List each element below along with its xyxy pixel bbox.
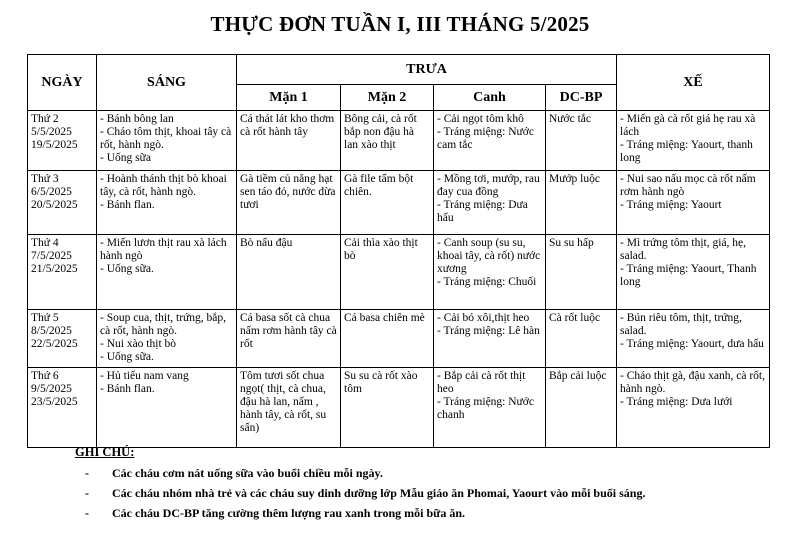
cell-text: Nước tắc bbox=[549, 113, 592, 125]
cell-dcbp bbox=[546, 310, 617, 368]
note-text: Các cháu cơm nát uống sữa vào buổi chiều mỗi ngày. bbox=[112, 466, 383, 480]
cell-text: - Cải bó xôi,thịt heo bbox=[437, 312, 530, 324]
cell-text: 22/5/2025 bbox=[31, 338, 78, 350]
cell-text: Cá thát lát kho thơm cà rốt hành tây bbox=[240, 113, 335, 138]
cell-text: 5/5/2025 bbox=[31, 126, 72, 138]
cell-canh bbox=[434, 368, 546, 448]
cell-morning bbox=[97, 310, 237, 368]
cell-day bbox=[28, 111, 97, 171]
cell-text: 23/5/2025 bbox=[31, 396, 78, 408]
table-row bbox=[28, 310, 770, 368]
header-afternoon: XẾ bbox=[617, 55, 770, 111]
cell-canh bbox=[434, 310, 546, 368]
cell-day bbox=[28, 171, 97, 235]
cell-text: Su su cà rốt xào tôm bbox=[344, 370, 418, 395]
cell-text: - Canh soup (su su, khoai tây, cà rốt) nước xương bbox=[437, 237, 541, 275]
cell-text: 7/5/2025 bbox=[31, 250, 72, 262]
cell-text: 6/5/2025 bbox=[31, 186, 72, 198]
table-row bbox=[28, 235, 770, 310]
cell-day bbox=[28, 368, 97, 448]
cell-man2 bbox=[341, 171, 434, 235]
notes-list bbox=[85, 466, 645, 521]
cell-text: - Bánh flan. bbox=[100, 199, 155, 211]
cell-canh bbox=[434, 235, 546, 310]
cell-text: Thứ 3 bbox=[31, 173, 59, 185]
cell-morning bbox=[97, 235, 237, 310]
header-morning: SÁNG bbox=[97, 55, 237, 111]
table-row bbox=[28, 111, 770, 171]
dash-icon: - bbox=[85, 466, 89, 480]
note-text: Các cháu DC-BP tăng cường thêm lượng rau xanh trong mỗi bữa ăn. bbox=[112, 506, 466, 520]
cell-day bbox=[28, 235, 97, 310]
cell-text: - Miến lươn thịt rau xà lách hành ngò bbox=[100, 237, 227, 262]
cell-afternoon bbox=[617, 235, 770, 310]
cell-text: Thứ 2 bbox=[31, 113, 59, 125]
cell-text: Thứ 6 bbox=[31, 370, 59, 382]
cell-morning bbox=[97, 368, 237, 448]
cell-text: - Cháo thịt gà, đậu xanh, cà rốt, hành ngò. bbox=[620, 370, 766, 395]
notes-section bbox=[75, 445, 645, 526]
cell-afternoon bbox=[617, 111, 770, 171]
cell-text: Cá basa chiên mè bbox=[344, 312, 425, 324]
cell-text: Tôm tươi sốt chua ngọt( thịt, cà chua, đậu hà lan, nấm , hành tây, cà rốt, su sấn) bbox=[240, 370, 327, 434]
header-man1: Mặn 1 bbox=[237, 85, 341, 111]
cell-text: 20/5/2025 bbox=[31, 199, 78, 211]
cell-text: - Hoành thánh thịt bò khoai tây, cà rốt, hành ngò. bbox=[100, 173, 227, 198]
cell-text: 19/5/2025 bbox=[31, 139, 78, 151]
note-text: Các cháu nhóm nhà trẻ và các cháu suy dinh dưỡng lớp Mẫu giáo ăn Phomai, Yaourt vào mỗi buổi sáng. bbox=[112, 486, 646, 500]
table-row bbox=[28, 368, 770, 448]
dash-icon: - bbox=[85, 486, 89, 500]
cell-man1 bbox=[237, 235, 341, 310]
cell-text: - Miến gà cà rốt giá hẹ rau xà lách bbox=[620, 113, 756, 138]
cell-canh bbox=[434, 171, 546, 235]
cell-man1 bbox=[237, 171, 341, 235]
menu-table bbox=[27, 54, 770, 448]
cell-text: - Mì trứng tôm thịt, giá, hẹ, salad. bbox=[620, 237, 747, 262]
cell-afternoon bbox=[617, 171, 770, 235]
cell-man2 bbox=[341, 235, 434, 310]
cell-text: Cải thìa xào thịt bò bbox=[344, 237, 418, 262]
note-item bbox=[85, 506, 645, 521]
cell-text: - Cháo tôm thịt, khoai tây cà rốt, hành ngò. bbox=[100, 126, 232, 151]
cell-text: Cá basa sốt cà chua nấm rơm hành tây cà rốt bbox=[240, 312, 337, 350]
cell-text: - Tráng miệng: Nước cam tắc bbox=[437, 126, 534, 151]
cell-dcbp bbox=[546, 368, 617, 448]
cell-text: Thứ 4 bbox=[31, 237, 59, 249]
cell-text: - Hủ tiếu nam vang bbox=[100, 370, 189, 382]
cell-text: 21/5/2025 bbox=[31, 263, 78, 275]
header-canh: Canh bbox=[434, 85, 546, 111]
cell-dcbp bbox=[546, 111, 617, 171]
cell-man2 bbox=[341, 310, 434, 368]
cell-text: - Tráng miệng: Yaourt, thanh long bbox=[620, 139, 753, 164]
note-item bbox=[85, 486, 645, 501]
cell-afternoon bbox=[617, 310, 770, 368]
cell-text: - Cải ngọt tôm khô bbox=[437, 113, 524, 125]
cell-text: - Tráng miệng: Dưa lưới bbox=[620, 396, 733, 408]
cell-text: Bò nấu đậu bbox=[240, 237, 293, 249]
cell-text: - Uống sữa. bbox=[100, 351, 154, 363]
cell-text: Mướp luộc bbox=[549, 173, 600, 185]
cell-text: - Nui sao nấu mọc cà rốt nấm rơm hành ngò bbox=[620, 173, 756, 198]
cell-day bbox=[28, 310, 97, 368]
cell-text: - Tráng miệng: Chuối bbox=[437, 276, 537, 288]
table-row bbox=[28, 171, 770, 235]
cell-man2 bbox=[341, 111, 434, 171]
dash-icon: - bbox=[85, 506, 89, 520]
cell-text: - Tráng miệng: Dưa hấu bbox=[437, 199, 528, 224]
cell-canh bbox=[434, 111, 546, 171]
cell-text: Gà file tẩm bột chiên. bbox=[344, 173, 414, 198]
cell-text: - Bắp cải cà rốt thịt heo bbox=[437, 370, 526, 395]
cell-text: Thứ 5 bbox=[31, 312, 59, 324]
cell-text: - Soup cua, thịt, trứng, bắp, cà rốt, hành ngò. bbox=[100, 312, 227, 337]
cell-text: - Bánh flan. bbox=[100, 383, 155, 395]
cell-afternoon bbox=[617, 368, 770, 448]
cell-text: - Uống sữa bbox=[100, 152, 151, 164]
header-day: NGÀY bbox=[28, 55, 97, 111]
cell-text: Bắp cải luộc bbox=[549, 370, 607, 382]
cell-text: Bông cải, cà rốt bắp non đậu hà lan xào thịt bbox=[344, 113, 417, 151]
cell-text: - Nui xào thịt bò bbox=[100, 338, 177, 350]
note-item bbox=[85, 466, 645, 481]
cell-man1 bbox=[237, 111, 341, 171]
cell-morning bbox=[97, 171, 237, 235]
header-dcbp: DC-BP bbox=[546, 85, 617, 111]
cell-text: - Bún riêu tôm, thịt, trứng, salad. bbox=[620, 312, 742, 337]
cell-man1 bbox=[237, 310, 341, 368]
cell-dcbp bbox=[546, 235, 617, 310]
cell-text: 9/5/2025 bbox=[31, 383, 72, 395]
cell-dcbp bbox=[546, 171, 617, 235]
cell-text: - Tráng miệng: Yaourt bbox=[620, 199, 722, 211]
menu-body bbox=[28, 111, 770, 448]
header-lunch: TRƯA bbox=[237, 55, 617, 85]
cell-morning bbox=[97, 111, 237, 171]
cell-text: - Mồng tơi, mướp, rau đay cua đồng bbox=[437, 173, 540, 198]
cell-text: - Tráng miệng: Yaourt, dưa hấu bbox=[620, 338, 764, 350]
cell-man1 bbox=[237, 368, 341, 448]
cell-text: - Uống sữa. bbox=[100, 263, 154, 275]
header-man2: Mặn 2 bbox=[341, 85, 434, 111]
notes-title: GHI CHÚ: bbox=[75, 445, 135, 459]
cell-text: 8/5/2025 bbox=[31, 325, 72, 337]
cell-man2 bbox=[341, 368, 434, 448]
cell-text: Cà rốt luộc bbox=[549, 312, 601, 324]
cell-text: Gà tiềm củ năng hạt sen táo đỏ, nước dừa tươi bbox=[240, 173, 336, 211]
cell-text: - Tráng miệng: Nước chanh bbox=[437, 396, 534, 421]
cell-text: - Bánh bông lan bbox=[100, 113, 174, 125]
cell-text: - Tráng miệng: Lê hàn bbox=[437, 325, 540, 337]
page-title: THỰC ĐƠN TUẦN I, III THÁNG 5/2025 bbox=[210, 12, 590, 36]
cell-text: Su su hấp bbox=[549, 237, 594, 249]
cell-text: - Tráng miệng: Yaourt, Thanh long bbox=[620, 263, 757, 288]
